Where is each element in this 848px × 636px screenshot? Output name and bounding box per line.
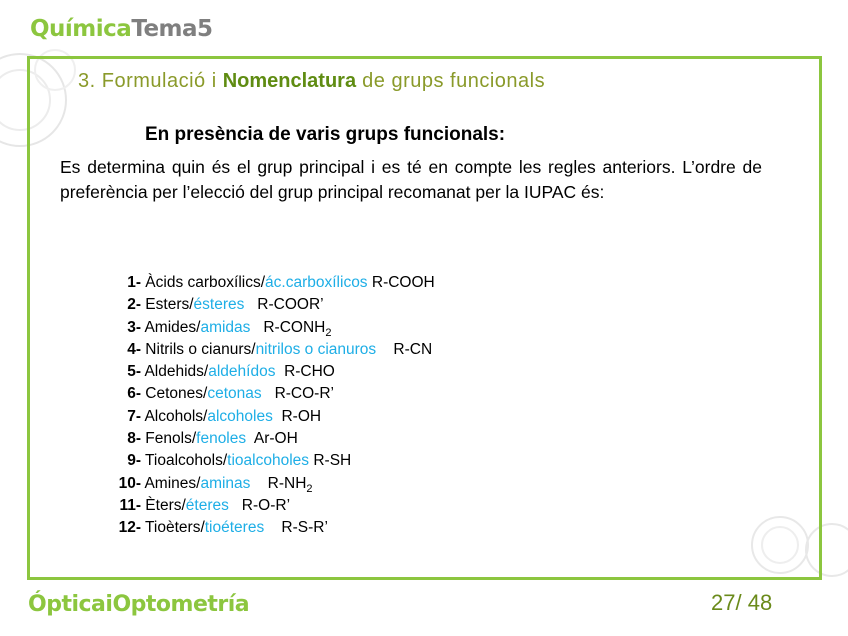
item-spanish-name: aminas bbox=[200, 474, 251, 492]
item-formula: R-O-R’ bbox=[228, 496, 291, 514]
item-spanish-name: amidas bbox=[200, 318, 251, 336]
footer-brand-optometria: iOptometría bbox=[105, 592, 250, 617]
item-catalan-name: Aldehids/ bbox=[141, 363, 209, 381]
item-catalan-name: Nitrils o cianurs/ bbox=[141, 340, 256, 358]
item-formula: R-COOR’ bbox=[244, 296, 324, 314]
item-catalan-name: Amides/ bbox=[141, 318, 201, 336]
item-formula: Ar-OH bbox=[246, 430, 298, 448]
list-item bbox=[117, 294, 435, 316]
item-number: 4- bbox=[127, 340, 141, 358]
item-catalan-name: Àcids carboxílics/ bbox=[141, 274, 266, 291]
page-separator: / bbox=[735, 590, 742, 615]
item-catalan-name: Tioalcohols/ bbox=[141, 452, 228, 470]
item-number: 11- bbox=[119, 496, 141, 514]
item-formula: R-OH bbox=[272, 407, 322, 425]
header-brand bbox=[30, 16, 213, 42]
list-item bbox=[117, 317, 435, 339]
item-spanish-name: nitrilos o cianuros bbox=[255, 340, 377, 358]
item-number: 5- bbox=[127, 363, 141, 381]
item-spanish-name: ésteres bbox=[193, 296, 245, 314]
item-catalan-name: Èters/ bbox=[141, 496, 186, 514]
item-formula-subscript: 2 bbox=[325, 326, 332, 339]
item-number: 7- bbox=[127, 407, 141, 425]
slide-title bbox=[78, 70, 545, 93]
slide-title-bold: Nomenclatura bbox=[222, 70, 357, 92]
item-formula: R-CN bbox=[376, 340, 433, 358]
item-number: 2- bbox=[127, 296, 141, 314]
item-formula: R-SH bbox=[309, 452, 352, 470]
item-number: 10- bbox=[118, 474, 141, 492]
item-number: 8- bbox=[127, 430, 141, 448]
item-number: 9- bbox=[127, 452, 141, 470]
list-item bbox=[117, 428, 435, 450]
item-formula: R-S-R’ bbox=[264, 519, 328, 537]
slide-title-post: de grups funcionals bbox=[356, 70, 546, 92]
list-item bbox=[117, 473, 435, 495]
list-item bbox=[117, 450, 435, 472]
list-item bbox=[117, 406, 435, 428]
preference-list bbox=[117, 272, 435, 540]
item-catalan-name: Amines/ bbox=[141, 474, 201, 492]
item-spanish-name: éteres bbox=[185, 496, 229, 514]
intro-paragraph: Es determina quin és el grup principal i es té en compte les regles anteriors. L’ordre de preferència per l’elecció del grup principal recomanat per la IUPAC és: bbox=[60, 157, 762, 202]
item-spanish-name: fenoles bbox=[196, 430, 247, 448]
item-catalan-name: Esters/ bbox=[141, 296, 194, 314]
list-item bbox=[117, 495, 435, 517]
item-catalan-name: Cetones/ bbox=[141, 385, 208, 403]
item-number: 1- bbox=[127, 274, 141, 291]
item-formula: R-COOH bbox=[367, 274, 435, 291]
slide-subtitle: En presència de varis grups funcionals: bbox=[145, 124, 506, 145]
slide-title-pre: 3. Formulació i bbox=[78, 70, 223, 92]
page-current: 27 bbox=[711, 590, 736, 615]
item-formula: R-CHO bbox=[275, 363, 335, 381]
item-number: 6- bbox=[127, 385, 141, 403]
list-item bbox=[117, 383, 435, 405]
item-catalan-name: Alcohols/ bbox=[141, 407, 208, 425]
item-spanish-name: aldehídos bbox=[208, 363, 276, 381]
item-number: 12- bbox=[118, 519, 141, 537]
item-number: 3- bbox=[127, 318, 141, 336]
item-spanish-name: alcoholes bbox=[207, 407, 273, 425]
header-brand-quimica: Química bbox=[30, 16, 132, 42]
item-spanish-name: tioéteres bbox=[204, 519, 265, 537]
page-number bbox=[711, 590, 772, 616]
list-item bbox=[117, 361, 435, 383]
item-catalan-name: Fenols/ bbox=[141, 430, 197, 448]
header-brand-tema: Tema5 bbox=[131, 16, 213, 42]
item-formula: R-CONH bbox=[250, 318, 326, 336]
item-catalan-name: Tioèters/ bbox=[141, 519, 205, 537]
list-item bbox=[117, 339, 435, 361]
footer-brand-optica: Óptica bbox=[28, 592, 106, 617]
item-formula-subscript: 2 bbox=[306, 482, 313, 495]
item-spanish-name: ác.carboxílicos bbox=[265, 274, 368, 291]
page-total: 48 bbox=[741, 590, 773, 615]
item-formula: R-NH bbox=[250, 474, 307, 492]
footer-brand bbox=[28, 592, 249, 617]
list-item bbox=[117, 272, 435, 294]
item-spanish-name: tioalcoholes bbox=[227, 452, 310, 470]
list-item bbox=[117, 517, 435, 539]
item-spanish-name: cetonas bbox=[207, 385, 262, 403]
item-formula: R-CO-R’ bbox=[261, 385, 334, 403]
